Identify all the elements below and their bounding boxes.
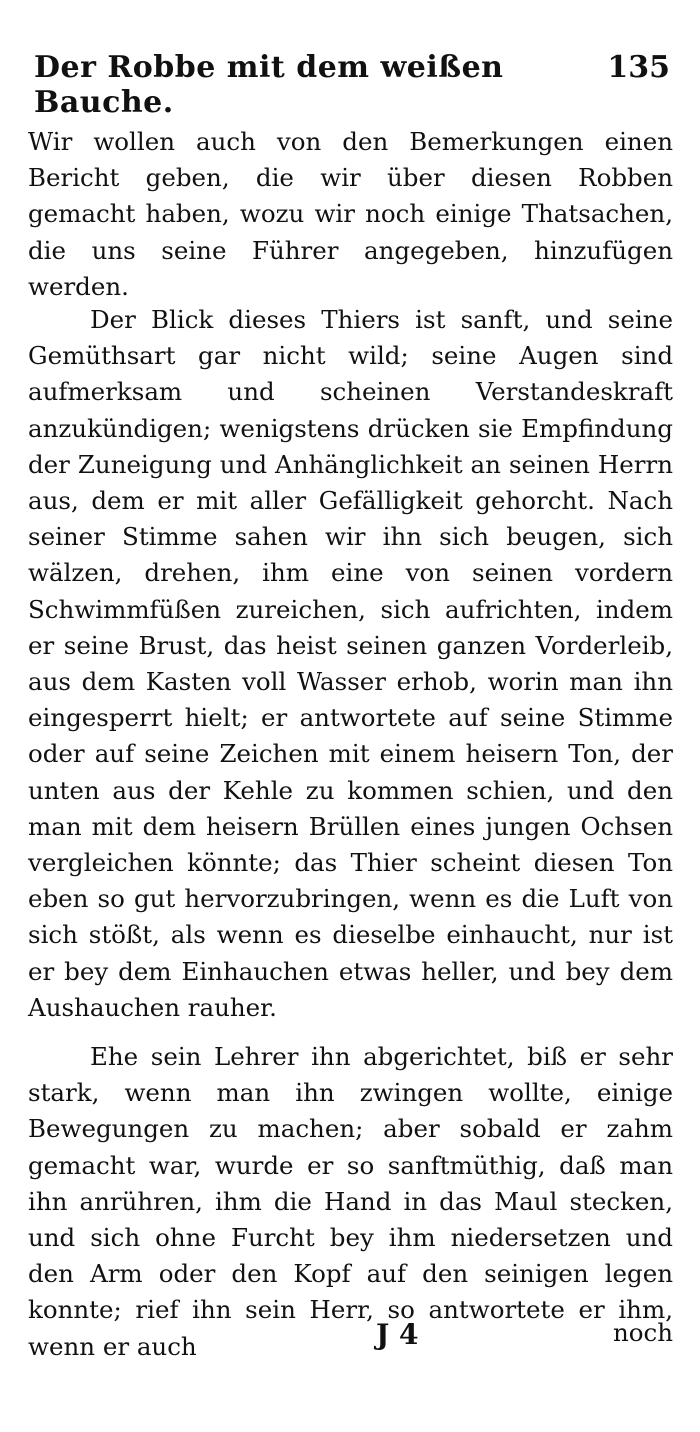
- paragraph-1-text: Wir wollen auch von den Bemerkungen einen Bericht geben, die wir über diesen Robben gemacht haben, wozu wir noch einige Thatsachen, die uns seine Führer angegeben, hinzufügen werden.: [28, 127, 673, 301]
- paragraph-1: [28, 124, 673, 305]
- paragraph-3-text: Ehe sein Lehrer ihn abgerichtet, biß er sehr stark, wenn man ihn zwingen wollte, einige Bewegungen zu machen; aber sobald er zahm gemacht war, wurde er so sanftmüthig, daß man ihn anrühren, ihm die Hand in das Maul stecken, und sich ohne Furcht bey ihm niedersetzen und den Arm oder den Kopf auf den seinigen legen konnte; rief ihn sein Herr, so antwortete er ihm, wenn er auch: [28, 1042, 673, 1361]
- page-header: [34, 50, 670, 120]
- running-title: Der Robbe mit dem weißen Bauche.: [34, 50, 504, 120]
- paragraph-2: [28, 302, 673, 1026]
- signature-mark: J 4: [376, 1318, 419, 1351]
- page-number: 135: [607, 50, 670, 85]
- catchword: noch: [612, 1318, 673, 1347]
- paragraph-2-text: Der Blick dieses Thiers ist sanft, und seine Gemüthsart gar nicht wild; seine Augen sind aufmerksam und scheinen Verstandeskraft anzukündigen; wenigstens drücken sie Empfindung der Zuneigung und Anhänglichkeit an seinen Herrn aus, dem er mit aller Gefälligkeit gehorcht. Nach seiner Stimme sahen wir ihn sich beugen, sich wälzen, drehen, ihm eine von seinen vordern Schwimmfüßen zureichen, sich aufrichten, indem er seine Brust, das heist seinen ganzen Vorderleib, aus dem Kasten voll Wasser erhob, worin man ihn eingesperrt hielt; er antwortete auf seine Stimme oder auf seine Zeichen mit einem heisern Ton, der unten aus der Kehle zu kommen schien, und den man mit dem heisern Brüllen eines jungen Ochsen vergleichen könnte; das Thier scheint diesen Ton eben so gut hervorzubringen, wenn es die Luft von sich stößt, als wenn es dieselbe einhaucht, nur ist er bey dem Einhauchen etwas heller, und bey dem Aushauchen rauher.: [28, 305, 673, 1022]
- page-footer: [28, 1318, 673, 1358]
- paragraph-3: [28, 1039, 673, 1365]
